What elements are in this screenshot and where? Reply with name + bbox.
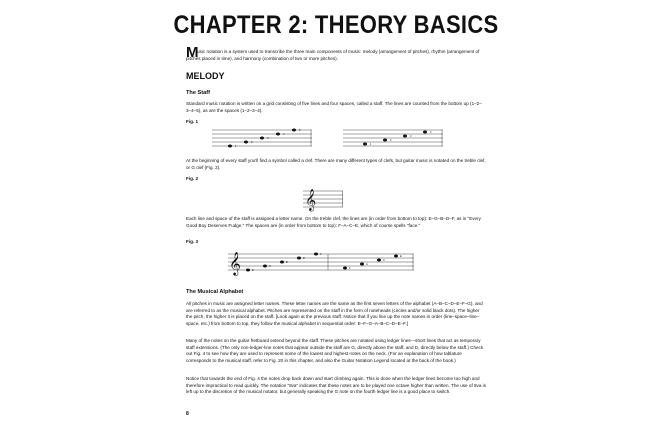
letters-paragraph: Each line and space of the staff is assigned a letter name. On the treble clef, the lines are (in order from bottom to top): E–G–B–D–F, as in "Every Good Boy Deserves Fudge." The spaces are (in order from bottom to top): F–A–C–E, which of course spells "face." <box>186 216 481 228</box>
note-letter: C <box>383 259 385 262</box>
subheading-musical-alphabet: The Musical Alphabet <box>186 289 244 295</box>
line-number: 4 <box>283 133 285 136</box>
fig1-staff-lines <box>212 128 312 148</box>
line-number: 2 <box>251 141 253 144</box>
subheading-staff: The Staff <box>186 90 210 96</box>
staff-paragraph: Standard music notation is written on a grid consisting of five lines and four spaces, called a staff. The lines are counted from the bottom up (1–2–3–4–5), as are the spaces (1–2–3–4). <box>186 101 482 113</box>
line-number: 3 <box>267 137 269 140</box>
chapter-title: CHAPTER 2: THEORY BASICS <box>173 10 499 39</box>
drop-cap: M <box>186 44 199 61</box>
fig1-label: Fig. 1 <box>186 119 198 124</box>
clef-paragraph: At the beginning of every staff you'll find a symbol called a clef. There are many different types of clefs, but guitar music is notated on the treble clef, or G clef (Fig. 2). <box>186 158 486 170</box>
line-number: 5 <box>299 129 301 132</box>
fig1-staff-spaces <box>343 128 443 148</box>
space-number: 4 <box>430 131 432 134</box>
note-letter: G <box>269 265 272 268</box>
line-number: 1 <box>235 145 237 148</box>
space-number: 2 <box>390 139 392 142</box>
fig2-label: Fig. 2 <box>186 176 198 181</box>
note-letter: B <box>286 261 288 264</box>
page-number: 8 <box>186 411 189 417</box>
note-letter: E <box>400 255 402 258</box>
note-letter: E <box>252 269 254 272</box>
treble-clef-icon: 𝄞 <box>305 189 317 211</box>
space-number: 3 <box>410 135 412 138</box>
note-letter: F <box>320 253 322 256</box>
alphabet-paragraph-1: All pitches in music are assigned letter names. These letter names are the same as the first seven letters of the alphabet (A–B–C–D–E–F–G), and are referred to as the musical alphabet. Pitches are represented on the staff in the form of noteheads (circles and/or solid black dots). The higher the pitch, the higher it is placed on the staff. [Look again at the previous staff. Notice that if you line up the note names in order (line–space–line–space, etc.) from bottom to top, they follow the musical alphabet in sequential order: E–F–G–A–B–C–D–E–F.] <box>186 301 483 326</box>
section-heading-melody: MELODY <box>186 71 225 81</box>
fig2-treble-staff <box>303 188 343 210</box>
note-letter: D <box>303 257 305 260</box>
note-letter: A <box>366 263 368 266</box>
alphabet-paragraph-2: Many of the notes on the guitar fretboard extend beyond the staff. These pitches are notated using ledger lines—short lines that act as temporary staff extensions. (The only non-ledger-line notes that appear outside the staff are G, directly above the staff, and D, directly below the staff.) Check out Fig. 4 to see how they are used to represent some of the lowest and highest notes on the neck. (For an explanation of how tablature corresponds to the musical staff, refer to Fig. 20 in this chapter, and also the Guitar Notation Legend located at the back of the book.) <box>186 338 484 363</box>
intro-paragraph: usic notation is a system used to transcribe the three main components of music: melody (arrangement of pitches), rhythm (arrangement of pitches placed in time), and harmony (combination of two or more pitches). <box>186 49 480 61</box>
note-letter: F <box>349 267 351 270</box>
fig3-label: Fig. 3 <box>186 239 198 244</box>
fig3-lettered-staff <box>228 250 414 274</box>
treble-clef-icon: 𝄞 <box>229 251 241 275</box>
space-number: 1 <box>370 143 372 146</box>
alphabet-paragraph-3: Notice that towards the end of Fig. 4 the notes drop back down and start climbing again. This is done when the ledger lines become too high and therefore impractical to read quickly. The notation "8va" indicates that these notes are to be played one octave higher than written. The use of 8va is left up to the discretion of the musical notator, but generally speaking the G note on the fourth ledger line is a good place to switch. <box>186 376 486 395</box>
